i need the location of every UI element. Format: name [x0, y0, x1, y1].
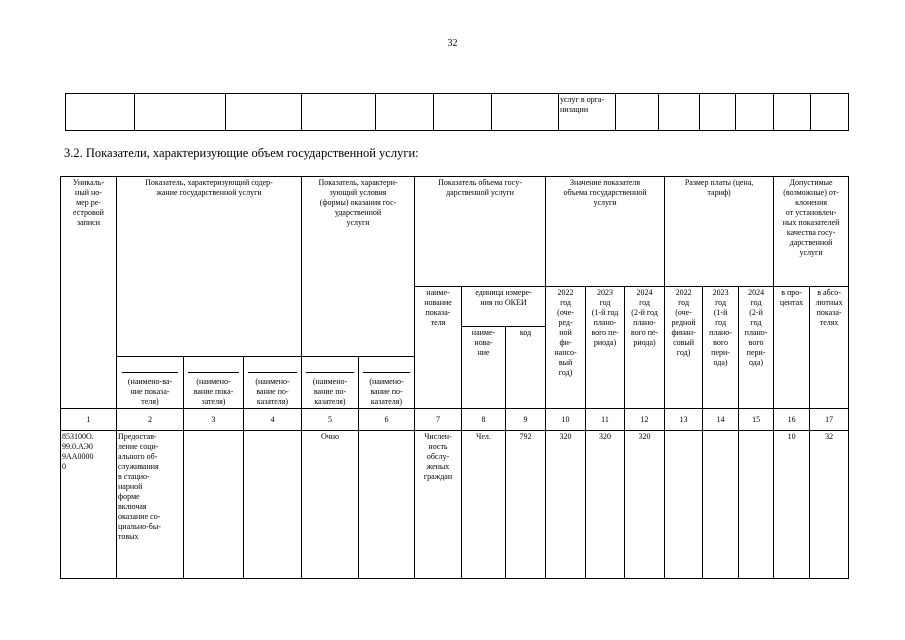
- header-fee-2024: 2024 год (2-й год плано- вого пери- ода): [739, 287, 774, 409]
- header-sub-name-2: (наимено- вание пока- зателя): [184, 357, 244, 409]
- section-title: 3.2. Показатели, характеризующие объем государственной услуги:: [64, 146, 419, 160]
- cell: [376, 94, 434, 131]
- header-conditions-indicator: Показатель, характери- зующий условия (формы) оказания гос- ударственной услуги: [302, 177, 415, 357]
- header-sub-name-1: (наимено-ва- ние показа- теля): [117, 357, 184, 409]
- cell-vv-2024: 320: [625, 431, 665, 579]
- header-percent: в про- центах: [774, 287, 810, 409]
- cell: [811, 94, 849, 131]
- cell-condition: Очно: [302, 431, 359, 579]
- continuation-row: [66, 94, 849, 131]
- cell: [492, 94, 559, 131]
- cell-vv-2022: 320: [546, 431, 586, 579]
- header-fee-2022: 2022 год (оче- редной финан- совый год): [665, 287, 703, 409]
- header-vv-2022: 2022 год (оче- ред- ной фи- нансо- вый год): [546, 287, 586, 409]
- cell-service-content: Предостав- ление соци- ального об- служивания в стацио- нарной форме включая оказание со- циально-бы- товых: [117, 431, 184, 579]
- cell: [703, 431, 739, 579]
- header-vv-2023: 2023 год (1-й год плано- вого пе- риода): [586, 287, 625, 409]
- cell: [665, 431, 703, 579]
- column-number-cell: 14: [703, 409, 739, 431]
- cell: [226, 94, 302, 131]
- column-number-cell: 3: [184, 409, 244, 431]
- column-number-row: [61, 409, 849, 431]
- header-volume-value: Значение показателя объема государственной услуги: [546, 177, 665, 287]
- cell: [616, 94, 659, 131]
- column-number-cell: 6: [359, 409, 415, 431]
- cell: [659, 94, 700, 131]
- cell: [774, 94, 811, 131]
- cell: [302, 94, 376, 131]
- column-number-cell: 1: [61, 409, 117, 431]
- cell-absolute: 32: [810, 431, 849, 579]
- header-vv-2024: 2024 год (2-й год плано- вого пе- риода): [625, 287, 665, 409]
- header-unit-name: наиме- нова- ние: [462, 327, 506, 409]
- cell: [66, 94, 135, 131]
- header-unique-number: Уникаль- ный но- мер ре- естровой записи: [61, 177, 117, 409]
- column-number-cell: 9: [506, 409, 546, 431]
- page-number: 32: [447, 38, 458, 49]
- header-sub-name-3: (наимено- вание по- казателя): [244, 357, 302, 409]
- cell-unit-code: 792: [506, 431, 546, 579]
- cell: [184, 431, 244, 579]
- header-absolute: в абсо- лютных показа- телях: [810, 287, 849, 409]
- cell: [700, 94, 736, 131]
- cell-percent: 10: [774, 431, 810, 579]
- header-fee-2023: 2023 год (1-й год плано- вого пери- ода): [703, 287, 739, 409]
- cell: [434, 94, 492, 131]
- header-sub-name-4: (наимено- вание по- казателя): [302, 357, 359, 409]
- cell-registry-number: 853100О. 99.0.АЭ0 9АА0000 0: [61, 431, 117, 579]
- header-row-1: [61, 177, 849, 287]
- column-number-cell: 7: [415, 409, 462, 431]
- header-unit-okei: единица измере- ния по ОКЕИ: [462, 287, 546, 327]
- column-number-cell: 15: [739, 409, 774, 431]
- column-number-cell: 13: [665, 409, 703, 431]
- column-number-cell: 16: [774, 409, 810, 431]
- cell: [135, 94, 226, 131]
- header-deviations: Допустимые (возможные) от- клонения от установлен- ных показателей качества госу- дарственной услуги: [774, 177, 849, 287]
- data-row: [61, 431, 849, 579]
- column-number-cell: 12: [625, 409, 665, 431]
- column-number-cell: 4: [244, 409, 302, 431]
- header-fee: Размер платы (цена, тариф): [665, 177, 774, 287]
- column-number-cell: 5: [302, 409, 359, 431]
- cell: [244, 431, 302, 579]
- cell: [739, 431, 774, 579]
- header-indicator-name: наиме- нование показа- теля: [415, 287, 462, 409]
- column-number-cell: 2: [117, 409, 184, 431]
- header-sub-name-5: (наимено- вание по- казателя): [359, 357, 415, 409]
- cell-continued-text: услуг в орга- низации: [559, 94, 616, 131]
- column-number-cell: 11: [586, 409, 625, 431]
- header-volume-indicator: Показатель объема госу- дарственной услуги: [415, 177, 546, 287]
- cell: [736, 94, 774, 131]
- cell-unit-name: Чел.: [462, 431, 506, 579]
- volume-indicators-table: [60, 176, 849, 579]
- column-number-cell: 17: [810, 409, 849, 431]
- cell-indicator-name: Числен- ность обслу- женых граждан: [415, 431, 462, 579]
- column-number-cell: 10: [546, 409, 586, 431]
- column-number-cell: 8: [462, 409, 506, 431]
- header-unit-code: код: [506, 327, 546, 409]
- header-content-indicator: Показатель, характеризующий содер- жание государственной услуги: [117, 177, 302, 357]
- cell: [359, 431, 415, 579]
- continuation-table: [65, 93, 849, 131]
- cell-vv-2023: 320: [586, 431, 625, 579]
